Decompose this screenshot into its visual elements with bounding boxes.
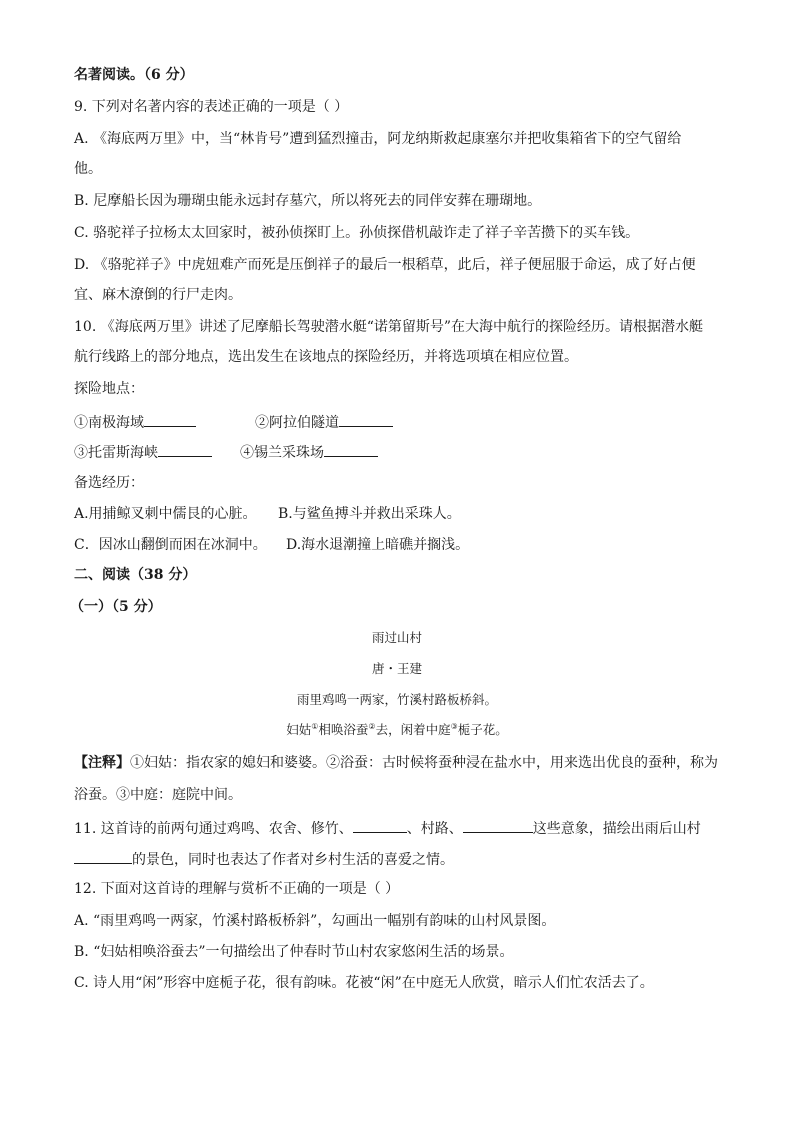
q10-option-c: C．因冰山翻倒而困在冰洞中。 [74,537,267,553]
part1-heading: （一）（5 分） [70,599,162,615]
location-3-label: ③托雷斯海峡 [74,445,158,461]
q10-stem-line2: 航行线路上的部分地点，选出发生在该地点的探险经历，并将选项填在相应位置。 [74,349,578,365]
q11-text-2: 、村路、 [406,821,463,837]
q10-option-d: D.海水退潮撞上暗礁并搁浅。 [286,537,470,553]
location-2-label: ②阿拉伯隧道 [255,415,339,431]
location-2-blank[interactable] [339,412,393,427]
q9-option-a-line1: A. 《海底两万里》中，当“林肯号”遭到猛烈撞击，阿龙纳斯救起康塞尔并把收集箱省下的空气留给 [74,131,682,147]
poem-title: 雨过山村 [371,630,422,645]
note-label: 【注释】 [74,755,130,771]
q10-locations-label: 探险地点： [74,381,144,397]
note-line-2: 浴蚕。③中庭：庭院中间。 [74,787,242,803]
q9-option-c: C. 骆驼祥子拉杨太太回家时，被孙侦探盯上。孙侦探借机敲诈走了祥子辛苦攒下的买车钱。 [74,225,640,241]
footnote-marker-1: ① [311,721,319,731]
note-line-1 [74,754,718,772]
q10-location-4 [240,442,378,462]
q9-stem: 9. 下列对名著内容的表述正确的一项是（ ） [74,99,349,115]
poem-line-2-part-c: 去，闲着中庭 [375,722,451,737]
poem-author: 唐・王建 [371,661,422,676]
q11-line-1 [74,818,701,838]
poem-line-2-part-d: 栀子花。 [457,722,508,737]
q10-option-b: B.与鲨鱼搏斗并救出采珠人。 [278,506,461,522]
poem-line-2 [0,722,794,738]
footnote-marker-3: ③ [450,721,458,731]
q9-option-d-line2: 宜、麻木潦倒的行尸走肉。 [74,287,242,303]
q11-line-2 [74,849,454,869]
q9-option-b: B. 尼摩船长因为珊瑚虫能永远封存墓穴，所以将死去的同伴安葬在珊瑚地。 [74,193,542,209]
q10-location-3 [74,442,212,462]
q10-option-a: A.用捕鲸叉刺中儒艮的心脏。 [74,506,257,522]
poem-line-2-part-a: 妇姑 [286,722,312,737]
q9-option-a-line2: 他。 [74,161,102,177]
q11-blank-2[interactable] [463,818,533,833]
location-4-label: ④锡兰采珠场 [240,445,324,461]
q10-stem-line1: 10. 《海底两万里》讲述了尼摩船长驾驶潜水艇“诺第留斯号”在大海中航行的探险经历。请根据潜水艇 [74,319,704,335]
q12-option-c: C. 诗人用“闲”形容中庭栀子花，很有韵味。花被“闲”在中庭无人欣赏，暗示人们忙农活去了。 [74,975,654,991]
location-1-label: ①南极海域 [74,415,144,431]
q11-text-4: 的景色，同时也表达了作者对乡村生活的喜爱之情。 [132,852,454,868]
q11-text-1: 11. 这首诗的前两句通过鸡鸣、农舍、修竹、 [74,821,353,837]
q10-location-2 [255,412,393,432]
q9-option-d-line1: D. 《骆驼祥子》中虎妞难产而死是压倒祥子的最后一根稻草，此后，祥子便屈服于命运，成了好占便 [74,257,696,273]
q12-option-a: A. “雨里鸡鸣一两家，竹溪村路板桥斜”，勾画出一幅别有韵味的山村风景图。 [74,913,556,929]
q10-location-1 [74,412,196,432]
q12-stem: 12. 下面对这首诗的理解与赏析不正确的一项是（ ） [74,881,400,897]
q10-options-label: 备选经历： [74,475,144,491]
location-1-blank[interactable] [144,412,196,427]
poem-line-1: 雨里鸡鸣一两家，竹溪村路板桥斜。 [296,692,497,707]
q11-text-3: 这些意象，描绘出雨后山村 [532,821,701,837]
section-heading-classics: 名著阅读。（6 分） [74,67,194,83]
location-4-blank[interactable] [324,442,378,457]
section-heading-reading: 二、阅读（38 分） [74,567,197,583]
location-3-blank[interactable] [158,442,212,457]
q11-blank-3[interactable] [74,849,132,864]
poem-line-2-part-b: 相唤浴蚕 [318,722,369,737]
note-text-1: ①妇姑：指农家的媳妇和婆婆。②浴蚕：古时候将蚕种浸在盐水中，用来选出优良的蚕种，称为 [130,755,718,771]
footnote-marker-2: ② [368,721,376,731]
q11-blank-1[interactable] [353,818,407,833]
q12-option-b: B. “妇姑相唤浴蚕去”一句描绘出了仲春时节山村农家悠闲生活的场景。 [74,944,514,960]
